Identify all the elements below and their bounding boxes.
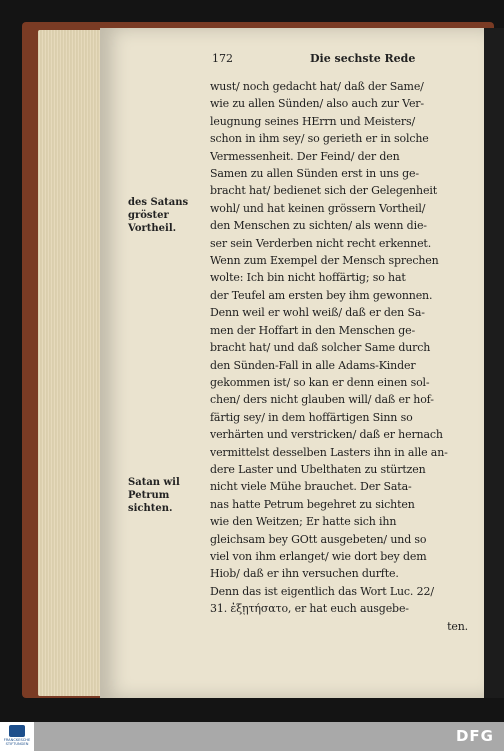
text-line: Hiob/ daß er ihn versuchen durfte. xyxy=(210,567,399,581)
text-line: 31. ἐξῃτήσατο, er hat euch ausgebe- xyxy=(210,602,409,616)
viewer-footer xyxy=(0,722,504,751)
text-line: wie den Weitzen; Er hatte sich ihn xyxy=(210,515,397,529)
background-edge xyxy=(484,28,504,698)
text-line: vermittelst desselben Lasters ihn in alle an- xyxy=(210,445,448,459)
text-line: men der Hoffart in den Menschen ge- xyxy=(210,323,416,337)
text-line: bracht hat/ und daß solcher Same durch xyxy=(210,341,431,355)
text-line: gekommen ist/ so kan er denn einen sol- xyxy=(210,375,430,389)
text-line: dere Laster und Ubelthaten zu stürtzen xyxy=(210,462,426,476)
margin-note: Satan wil Petrum sichten. xyxy=(128,477,180,514)
body-text xyxy=(210,78,468,635)
text-line: den Sünden-Fall in alle Adams-Kinder xyxy=(210,358,416,372)
text-line: schon in ihm sey/ so gerieth er in solche xyxy=(210,132,429,146)
page-edges xyxy=(38,30,108,696)
dfg-logo[interactable]: DFG xyxy=(455,727,494,745)
text-line: viel von ihm erlanget/ wie dort bey dem xyxy=(210,549,427,563)
text-line: Vermessenheit. Der Feind/ der den xyxy=(210,149,400,163)
text-line: ten. xyxy=(447,619,468,633)
logo-text: FRANCKESCHE STIFTUNGEN xyxy=(3,738,31,746)
text-line: gleichsam bey GOtt ausgebeten/ und so xyxy=(210,532,427,546)
text-line: Wenn zum Exempel der Mensch sprechen xyxy=(210,254,439,268)
logo-emblem-icon xyxy=(9,725,25,737)
text-line: den Menschen zu sichten/ als wenn die- xyxy=(210,219,427,233)
page-header xyxy=(112,52,472,70)
running-head: Die sechste Rede xyxy=(310,52,416,65)
text-line: Samen zu allen Sünden erst in uns ge- xyxy=(210,167,419,181)
page-number: 172 xyxy=(212,52,233,65)
text-line: chen/ ders nicht glauben will/ daß er hof- xyxy=(210,393,434,407)
text-line: wie zu allen Sünden/ also auch zur Ver- xyxy=(210,97,424,111)
text-line: verhärten und verstricken/ daß er hernach xyxy=(210,428,443,442)
text-line: nas hatte Petrum begehret zu sichten xyxy=(210,497,415,511)
text-line: Denn das ist eigentlich das Wort Luc. 22/ xyxy=(210,584,434,598)
text-line: Denn weil er wohl weiß/ daß er den Sa- xyxy=(210,306,425,320)
text-line: färtig sey/ in dem hoffärtigen Sinn so xyxy=(210,410,413,424)
institution-logo[interactable] xyxy=(0,722,34,751)
text-line: wolte: Ich bin nicht hoffärtig; so hat xyxy=(210,271,406,285)
text-line: wohl/ und hat keinen grössern Vortheil/ xyxy=(210,201,426,215)
text-line: leugnung seines HErrn und Meisters/ xyxy=(210,114,416,128)
text-line: der Teufel am ersten bey ihm gewonnen. xyxy=(210,288,433,302)
text-line: ser sein Verderben nicht recht erkennet. xyxy=(210,236,432,250)
text-line: nicht viele Mühe brauchet. Der Sata- xyxy=(210,480,412,494)
text-line: bracht hat/ bedienet sich der Gelegenheit xyxy=(210,184,437,198)
text-line: wust/ noch gedacht hat/ daß der Same/ xyxy=(210,80,424,93)
margin-note: des Satans gröster Vortheil. xyxy=(128,197,189,234)
